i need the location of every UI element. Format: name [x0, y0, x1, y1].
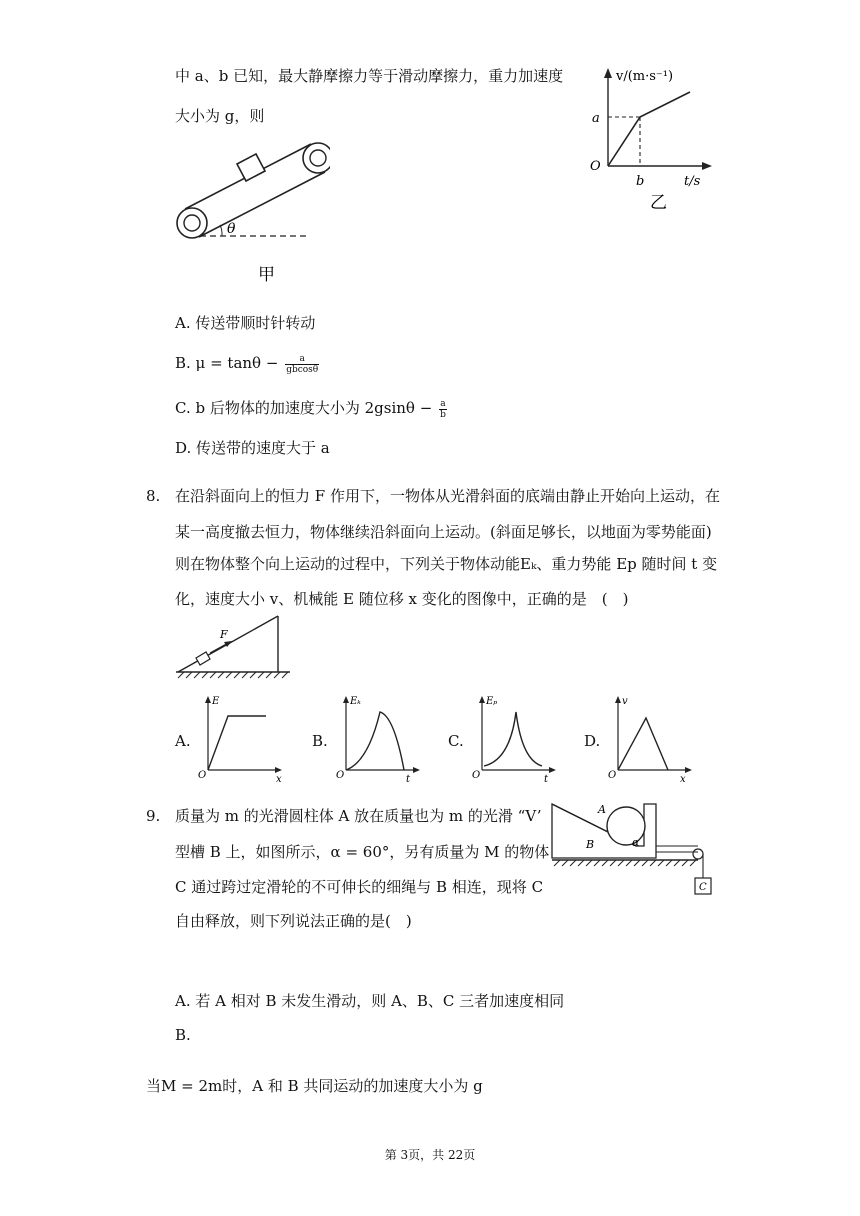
q7-intro-line1: 中 a、b 已知，最大静摩擦力等于滑动摩擦力，重力加速度: [175, 67, 564, 85]
q8-line4: 化，速度大小 v、机械能 E 随位移 x 变化的图像中，正确的是 ( ): [175, 590, 629, 608]
q7-option-b-text: B. μ = tanθ −: [175, 354, 279, 372]
force-label: F: [220, 628, 228, 641]
q9-number: 9.: [146, 807, 161, 825]
q9-line2: 型槽 B 上，如图所示，α = 60°，另有质量为 M 的物体: [175, 843, 550, 861]
incline-figure: [170, 612, 295, 680]
q9-continuation: 当M = 2m时，A 和 B 共同运动的加速度大小为 g: [146, 1077, 483, 1095]
q7-option-b: [175, 353, 319, 375]
q9-line1: 质量为 m 的光滑圆柱体 A 放在质量也为 m 的光滑 “V’: [175, 807, 542, 825]
graph-b-origin: O: [336, 770, 345, 781]
q8-option-b-label: B.: [312, 732, 328, 750]
q8-option-d-label: D.: [584, 732, 601, 750]
graph-b-yaxis: Eₖ: [350, 696, 361, 707]
q7-option-c-fraction: [439, 399, 447, 420]
q7-option-b-fraction: [285, 354, 319, 375]
theta-label: θ: [227, 221, 236, 237]
graph-a-xaxis: x: [276, 774, 282, 784]
q7-option-d: D. 传送带的速度大于 a: [175, 439, 330, 457]
cylinder-a-label: A: [598, 803, 606, 816]
groove-b-label: B: [586, 838, 595, 851]
fraction-denominator: b: [440, 409, 446, 420]
q7-option-c-text: C. b 后物体的加速度大小为 2gsinθ −: [175, 399, 433, 417]
origin-label: O: [590, 159, 601, 174]
q9-option-b: B.: [175, 1026, 191, 1044]
q8-graph-c: [470, 692, 560, 784]
q8-graph-d: [606, 692, 696, 784]
graph-c-origin: O: [472, 770, 481, 781]
conveyor-belt-figure: [170, 140, 330, 290]
graph-d-yaxis: v: [622, 696, 628, 707]
v-groove-figure: [548, 800, 720, 902]
page-footer: 第 3页，共 22页: [384, 1148, 476, 1162]
t-axis-label: t/s: [684, 174, 701, 189]
q8-option-a-label: A.: [175, 732, 191, 750]
vt-graph-figure: [580, 64, 725, 214]
fraction-denominator: gbcosθ: [286, 364, 319, 375]
graph-a-origin: O: [198, 770, 207, 781]
q8-option-c-label: C.: [448, 732, 464, 750]
q8-line1: 在沿斜面向上的恒力 F 作用下，一物体从光滑斜面的底端由静止开始向上运动，在: [175, 487, 720, 505]
block-c-label: C: [699, 882, 707, 893]
q8-graph-b: [334, 692, 424, 784]
q9-line3: C 通过跨过定滑轮的不可伸长的细绳与 B 相连，现将 C: [175, 878, 544, 896]
fraction-numerator: a: [440, 398, 446, 409]
q7-option-a: A. 传送带顺时针转动: [175, 314, 316, 332]
graph-d-origin: O: [608, 770, 617, 781]
q8-line2: 某一高度撤去恒力，物体继续沿斜面向上运动。(斜面足够长，以地面为零势能面): [175, 523, 712, 541]
a-tick-label: a: [592, 111, 600, 126]
graph-b-xaxis: t: [406, 774, 411, 784]
alpha-label: α: [632, 836, 640, 849]
q7-intro-line2: 大小为 g，则: [175, 107, 265, 125]
q7-option-c: [175, 398, 447, 420]
v-axis-label: v/(m·s⁻¹): [616, 69, 674, 84]
fraction-numerator: a: [285, 354, 319, 365]
graph-c-yaxis: Eₚ: [486, 696, 498, 707]
b-tick-label: b: [636, 174, 645, 189]
graph-a-yaxis: E: [212, 696, 220, 707]
figure-yi-label: 乙: [650, 193, 667, 213]
q8-line3: 则在物体整个向上运动的过程中，下列关于物体动能Eₖ、重力势能 Ep 随时间 t 变: [175, 555, 718, 573]
graph-d-xaxis: x: [680, 774, 686, 784]
figure-jia-label: 甲: [258, 265, 275, 285]
q9-line4: 自由释放，则下列说法正确的是( ): [175, 912, 412, 930]
q8-graph-a: [196, 692, 286, 784]
q8-number: 8.: [146, 487, 161, 505]
q9-option-a: A. 若 A 相对 B 未发生滑动，则 A、B、C 三者加速度相同: [175, 992, 565, 1010]
graph-c-xaxis: t: [544, 774, 549, 784]
